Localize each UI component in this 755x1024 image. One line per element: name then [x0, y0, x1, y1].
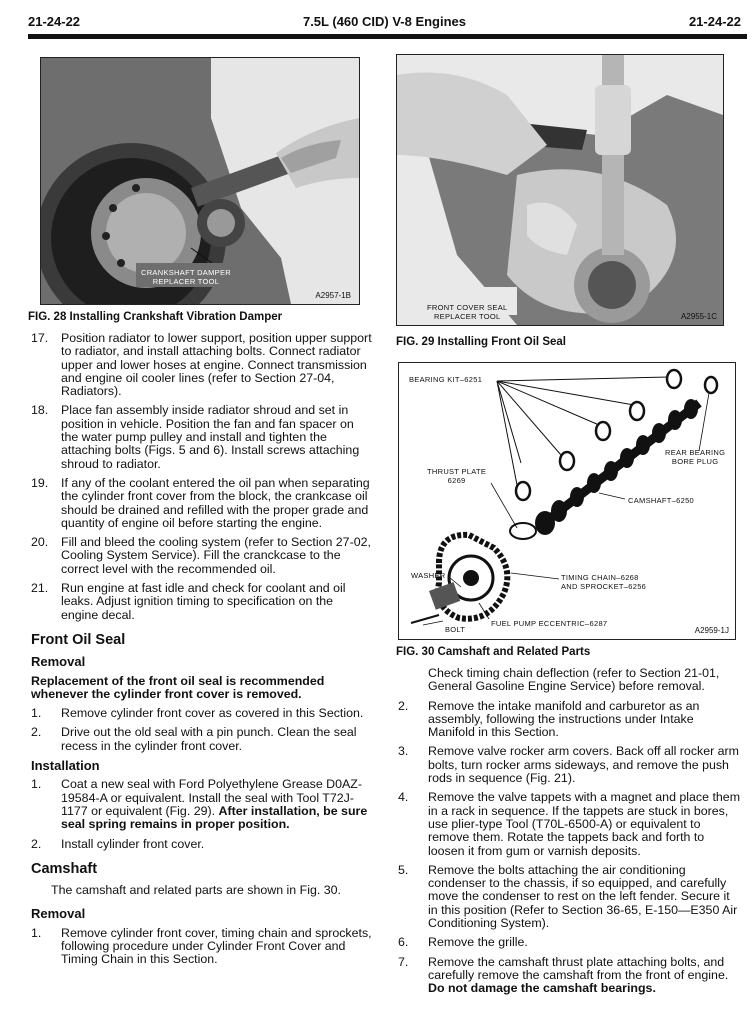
- step-text: Install cylinder front cover.: [61, 836, 205, 851]
- step-number: 19.: [31, 475, 49, 490]
- camshaft-intro: The camshaft and related parts are shown in Fig. 30.: [51, 883, 341, 898]
- step-number: 6.: [398, 935, 409, 950]
- step-text: Place fan assembly inside radiator shroud and set in position in vehicle. Position the fan and fan spacer on the water pump pulley and install and tighten the attaching bolts (Figs. 5 and 6). Install screws attaching shroud to radiator.: [61, 403, 360, 471]
- camshaft-step-3: [398, 745, 741, 785]
- step-text: Remove the camshaft thrust plate attaching bolts, and carefully remove the camshaft from the front of engine.: [428, 954, 729, 982]
- fig30-diagram: [398, 362, 736, 640]
- step-text: Position radiator to lower support, position upper support to radiator, and install attaching bolts. Connect radiator upper and lower hoses at engine. Connect transmission and engine oil cooler lines (refer to Section 27-04, Radiators).: [61, 331, 372, 399]
- step-text: Fill and bleed the cooling system (refer to Section 27-02, Cooling System Service). Fill the cranckcase to the correct level with the recommended oil.: [61, 535, 371, 576]
- fig29-tool-label: FRONT COVER SEAL REPLACER TOOL: [427, 303, 508, 321]
- step-number: 5.: [398, 862, 409, 877]
- seal-install-step-1: [31, 778, 373, 831]
- fig29-code: A2955-1C: [680, 312, 717, 321]
- step-text: If any of the coolant entered the oil pan when separating the cylinder front cover from the block, the crankcase oil should be drained and refilled with the proper grade and quantity of engine oil before starting the engine.: [61, 475, 370, 530]
- step-number: 1.: [31, 706, 42, 721]
- step-warning: Do not damage the camshaft bearings.: [428, 981, 656, 996]
- step-text: Remove the bolts attaching the air conditioning condenser to the chassis, if so equipped, and carefully move the condenser to rest on the left fender. Secure it in this position (Refer to Section 36-65, E-150—E350 Air Conditioning System).: [428, 862, 738, 931]
- step-text: Remove the valve tappets with a magnet and place them in a rack in sequence. If the tappets are stuck in bores, use plier-type Tool (T70L-6500-A) or equivalent to remove them. Rotate the tappets back and forth to loosen it from gum or varnish deposits.: [428, 790, 741, 858]
- step-number: 1.: [31, 925, 42, 940]
- fig30-label-camshaft: CAMSHAFT–6250: [628, 496, 695, 505]
- step-number: 3.: [398, 744, 409, 759]
- step-text: Remove cylinder front cover as covered in this Section.: [61, 706, 364, 721]
- step-warning: After installation, be sure seal spring remains in proper position.: [61, 803, 368, 832]
- fig30-label-bearing-kit: BEARING KIT–6251: [409, 375, 483, 384]
- continued-step-text: Check timing chain deflection (refer to Section 21-01, General Gasoline Engine Service) before removal.: [428, 666, 720, 694]
- step-text: Remove the grille.: [428, 935, 528, 950]
- step-17: [31, 332, 373, 398]
- fig28-tool-label: CRANKSHAFT DAMPER REPLACER TOOL: [141, 268, 231, 286]
- step-number: 20.: [31, 535, 49, 550]
- seal-install-step-2: [31, 838, 373, 851]
- step-text: Run engine at fast idle and check for coolant and oil leaks. Adjust ignition timing to specification on the engine decal.: [61, 581, 346, 622]
- page-header: [28, 14, 741, 34]
- fig30-caption: FIG. 30 Camshaft and Related Parts: [396, 646, 591, 658]
- header-rule: [28, 34, 747, 39]
- page-number-left: 21-24-22: [28, 14, 81, 29]
- camshaft-step-7: [398, 956, 741, 996]
- camshaft-removal-step-1: [31, 927, 373, 967]
- step-20: [31, 536, 373, 576]
- step-number: 1.: [31, 777, 42, 792]
- camshaft-removal-heading: Removal: [31, 906, 86, 922]
- step-text: Remove cylinder front cover, timing chain and sprockets, following procedure under Cylinder Front Cover and Timing Chain in this Section.: [61, 925, 372, 967]
- step-text: Coat a new seal with Ford Polyethylene Grease D0AZ-19584-A or equivalent. Install the seal with Tool T72J-1177 or equivalent (Fig. 29).: [61, 777, 362, 818]
- step-number: 4.: [398, 790, 409, 805]
- camshaft-step-6: [398, 936, 741, 949]
- fig28-code: A2957-1B: [315, 291, 351, 300]
- step-number: 17.: [31, 331, 49, 345]
- seal-removal-step-2: [31, 726, 373, 753]
- step-number: 2.: [31, 725, 42, 740]
- right-column: [398, 667, 741, 1002]
- step-18: [31, 404, 373, 470]
- step-number: 7.: [398, 954, 409, 969]
- front-oil-seal-heading: Front Oil Seal: [31, 631, 126, 648]
- camshaft-step-4: [398, 791, 741, 857]
- fig30-label-thrust-plate: THRUST PLATE 6269: [427, 467, 487, 485]
- step-text: Drive out the old seal with a pin punch. Clean the seal recess in the cylinder front cover.: [61, 725, 357, 753]
- step-number: 2.: [398, 698, 409, 713]
- step-number: 2.: [31, 836, 42, 851]
- fig28-photo: [40, 57, 360, 305]
- step-19: [31, 477, 373, 530]
- step-21: [31, 582, 373, 622]
- page-title: 7.5L (460 CID) V-8 Engines: [302, 14, 467, 29]
- installation-heading: Installation: [31, 758, 100, 774]
- step-text: Remove the intake manifold and carburetor as an assembly, following the instructions under Intake Manifold in this Section.: [428, 698, 700, 740]
- page-number-right: 21-24-22: [688, 14, 741, 29]
- fig29-photo: [396, 54, 724, 326]
- left-column: [31, 332, 373, 973]
- seal-replacement-note: Replacement of the front oil seal is recommended whenever the cylinder front cover is removed.: [31, 673, 325, 701]
- camshaft-step-2: [398, 700, 741, 740]
- step-text: Remove valve rocker arm covers. Back off all rocker arm bolts, turn rocker arms sideways, and remove the push rods in sequence (Fig. 21).: [428, 744, 740, 786]
- step-number: 18.: [31, 403, 49, 418]
- fig30-label-timing-chain: TIMING CHAIN–6268 AND SPROCKET–6256: [561, 573, 647, 591]
- fig30-code: A2959-1J: [694, 626, 729, 635]
- fig28-caption: FIG. 28 Installing Crankshaft Vibration Damper: [28, 311, 283, 323]
- fig30-label-washer: WASHER: [411, 571, 446, 580]
- fig29-caption: FIG. 29 Installing Front Oil Seal: [396, 336, 566, 348]
- step-number: 21.: [31, 581, 49, 596]
- fig30-label-eccentric: FUEL PUMP ECCENTRIC–6287: [491, 619, 608, 628]
- camshaft-step-5: [398, 864, 741, 930]
- seal-photo-image: [397, 55, 723, 325]
- seal-removal-step-1: [31, 707, 373, 720]
- fig30-label-rear-plug: REAR BEARING BORE PLUG: [665, 448, 726, 466]
- removal-heading: Removal: [31, 654, 86, 670]
- fig30-label-bolt: BOLT: [445, 625, 466, 634]
- camshaft-heading: Camshaft: [31, 860, 98, 877]
